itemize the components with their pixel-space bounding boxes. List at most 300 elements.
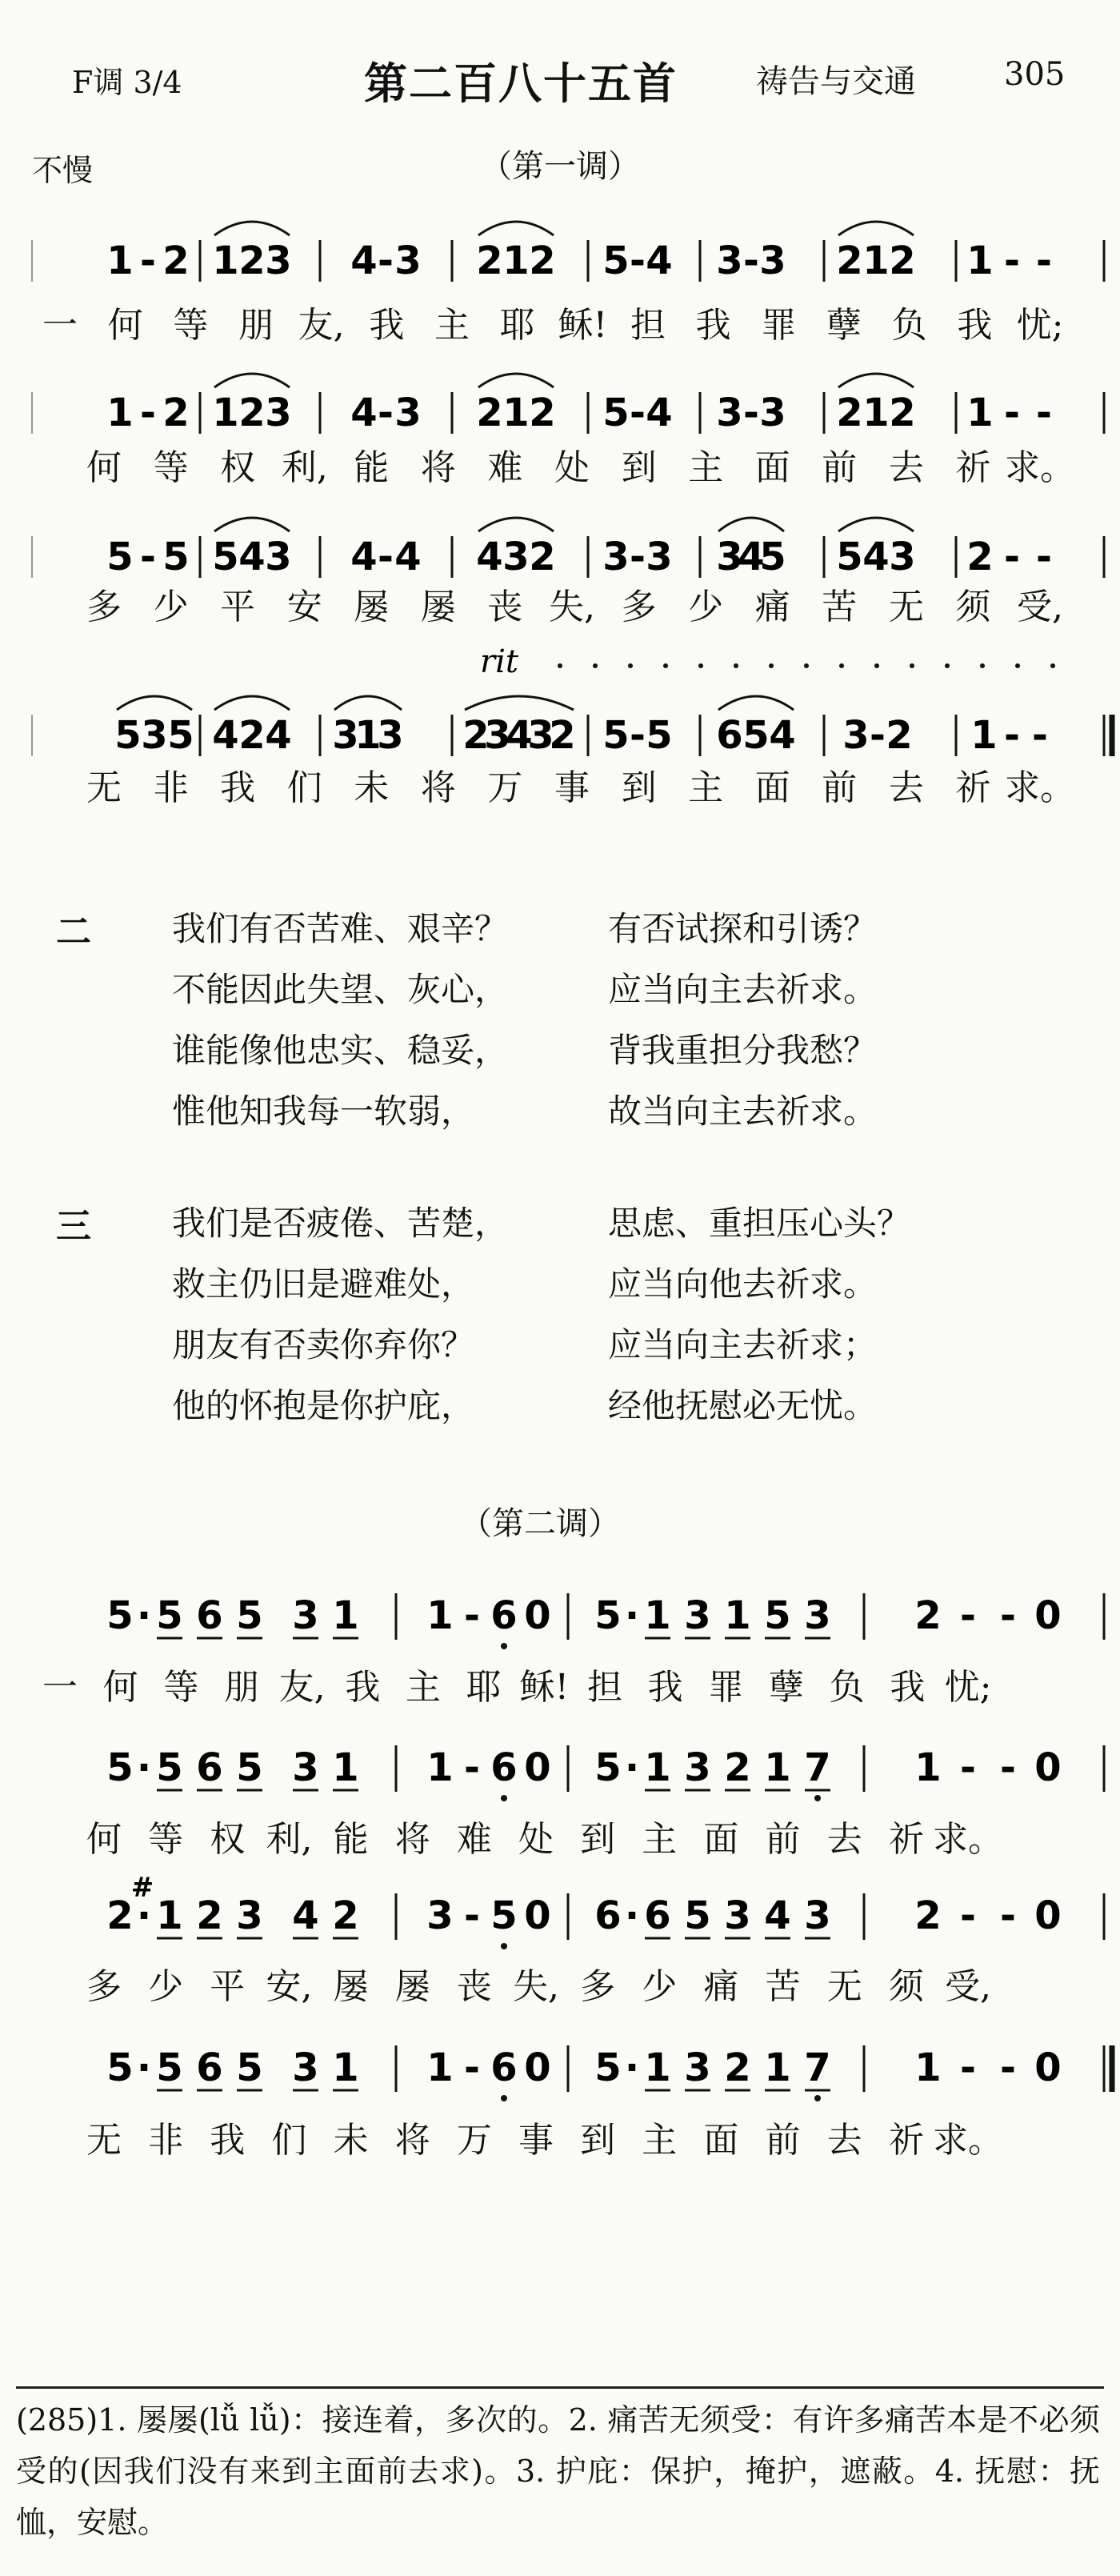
note: 5: [646, 713, 673, 758]
lyric-syllable: 我: [210, 2120, 246, 2161]
lyric-syllable: 未: [354, 767, 390, 808]
verse-line-left: 他的怀抱是你护庇，: [172, 1386, 475, 1425]
note: 3: [759, 238, 786, 283]
verse-line-left: 谁能像他忠实、稳妥，: [172, 1031, 509, 1070]
lyric-syllable: 万: [456, 2120, 492, 2161]
slur: [718, 518, 784, 531]
lyric-syllable: 罪: [708, 1667, 744, 1708]
lyric-syllable: 祈: [955, 447, 991, 488]
note: 6: [196, 2045, 223, 2090]
note: 2: [529, 535, 556, 579]
note: 2: [238, 713, 266, 758]
rit-dot: [839, 663, 844, 668]
lyric-syllable: 求。: [1005, 767, 1075, 808]
lyric-syllable: 我: [345, 1667, 381, 1708]
lyric-syllable: 到: [580, 2120, 616, 2161]
tune1-label: （第一调）: [480, 148, 640, 185]
footnote: (285)1. 屡屡(lǚ lǚ)：接连着，多次的。2. 痛苦无须受：有许多痛苦本是不必须受的(因我们没有来到主面前去求)。3. 护庇：保护，掩护，遮蔽。4. 抚慰：抚恤，安慰。: [16, 2402, 1100, 2540]
note: 1: [724, 1593, 751, 1638]
lyric-syllable: 主: [434, 305, 470, 346]
note: 3: [889, 535, 916, 579]
note: 5: [167, 713, 194, 758]
lyric-syllable: 前: [765, 2120, 801, 2161]
augmentation-dot: ·: [624, 1593, 640, 1638]
note: 2: [966, 535, 994, 579]
lyric-syllable: 安,: [266, 1966, 313, 2007]
note: 1: [914, 2045, 942, 2090]
lyric-syllable: 忧;: [1016, 305, 1064, 346]
octave-dot: [501, 1943, 507, 1949]
rit-dot: [558, 663, 562, 668]
dash: -: [870, 713, 886, 758]
lyric-syllable: 将: [420, 447, 456, 488]
lyric-syllable: 何: [102, 1667, 138, 1708]
dash: -: [464, 2045, 480, 2090]
dash: -: [960, 2045, 976, 2090]
note: 6: [716, 713, 743, 758]
tune2-system-2-lyrics: [0, 1810, 1120, 1858]
note: 6: [490, 2045, 518, 2090]
note: 5: [236, 1745, 263, 1790]
note: 1: [426, 1593, 454, 1638]
note: 4: [350, 535, 378, 579]
lyric-syllable: 前: [822, 447, 858, 488]
note: 1: [354, 713, 382, 758]
augmentation-dot: ·: [136, 2045, 152, 2090]
note: 4: [350, 238, 378, 283]
note: 5: [156, 2045, 183, 2090]
note: 1: [644, 1745, 671, 1790]
dash: -: [743, 238, 759, 283]
tune1-system-3-lyrics: [0, 578, 1120, 626]
note: 5: [836, 535, 863, 579]
note: 5: [156, 1745, 183, 1790]
note: 2: [332, 1893, 359, 1938]
note: 3: [265, 535, 292, 579]
note: 4: [212, 713, 239, 758]
tune2-system-3-lyrics: [0, 1957, 1120, 2005]
lyric-syllable: 们: [271, 2120, 307, 2161]
lyric-syllable: 前: [822, 767, 858, 808]
lyric-syllable: 一: [42, 305, 78, 346]
note: 6: [490, 1745, 518, 1790]
lyric-syllable: 求。: [933, 1819, 1003, 1860]
augmentation-dot: ·: [136, 1593, 152, 1638]
note: 3: [602, 535, 630, 579]
rit-dot: [698, 663, 703, 668]
note: 2: [162, 391, 190, 435]
note: 3: [292, 2045, 319, 2090]
note: 6: [490, 1593, 518, 1638]
lyric-syllable: 祈: [888, 2120, 924, 2161]
lyric-syllable: 非: [148, 2120, 184, 2161]
lyric-syllable: 将: [394, 1819, 430, 1860]
note: 4: [506, 713, 533, 758]
dash: -: [743, 391, 759, 435]
lyric-syllable: 无: [86, 2120, 122, 2161]
lyric-syllable: 利,: [266, 1819, 313, 1860]
note: 3: [502, 535, 530, 579]
verse-line-right: 故当向主去祈求。: [608, 1092, 878, 1131]
rit-dot: [1050, 663, 1055, 668]
verse-line-right: 应当向主去祈求。: [608, 970, 878, 1009]
dash: -: [140, 391, 156, 435]
note: 2: [529, 238, 556, 283]
lyric-syllable: 少: [642, 1966, 678, 2007]
note: 5: [106, 1593, 134, 1638]
lyric-syllable: 痛: [754, 587, 790, 627]
tune1-system-4-notation: [0, 640, 1120, 776]
lyric-syllable: 朋: [224, 1667, 259, 1708]
lyric-syllable: 主: [406, 1667, 441, 1708]
note: 5: [602, 713, 630, 758]
note: 5: [212, 535, 239, 579]
note: 2: [162, 238, 190, 283]
lyric-syllable: 等: [153, 447, 189, 488]
note: 5: [236, 1593, 263, 1638]
augmentation-dot: ·: [624, 2045, 640, 2090]
note: 3: [265, 391, 292, 435]
augmentation-dot: ·: [624, 1745, 640, 1790]
slur: [214, 374, 290, 387]
lyric-syllable: 求。: [933, 2120, 1003, 2161]
note: 5: [114, 713, 142, 758]
slur: [478, 518, 554, 531]
note: 7: [804, 2045, 831, 2090]
note: 1: [764, 2045, 791, 2090]
slur: [214, 222, 290, 235]
note: 1: [426, 2045, 454, 2090]
dash: -: [140, 238, 156, 283]
lyric-syllable: 能: [354, 447, 390, 488]
note: 1: [966, 391, 994, 435]
verse-line-left: 惟他知我每一软弱，: [172, 1092, 475, 1131]
note: 3: [716, 535, 743, 579]
note: 5: [236, 2045, 263, 2090]
verse-line-right: 背我重担分我愁？: [608, 1031, 878, 1070]
lyric-syllable: 非: [153, 767, 189, 808]
slur: [478, 222, 554, 235]
note: 5: [106, 535, 134, 579]
lyric-syllable: 面: [754, 447, 790, 488]
dash: -: [630, 713, 646, 758]
lyric-syllable: 等: [173, 305, 209, 346]
lyric-syllable: 权: [210, 1819, 246, 1860]
key-signature: F调 3/4: [72, 65, 182, 100]
lyric-syllable: 担: [587, 1667, 622, 1708]
note: 5: [490, 1893, 518, 1938]
lyric-syllable: 受,: [1017, 587, 1063, 627]
dash: -: [1032, 713, 1048, 758]
note: 5: [602, 238, 630, 283]
note: 3: [684, 1593, 711, 1638]
note: 6: [594, 1893, 622, 1938]
lyric-syllable: 祈: [955, 767, 991, 808]
note: 3: [684, 2045, 711, 2090]
lyric-syllable: 少: [688, 587, 724, 627]
lyric-syllable: 多: [86, 1966, 122, 2007]
lyric-syllable: 无: [86, 767, 122, 808]
verse-number: 三: [56, 1206, 91, 1247]
verse-line-right: 应当向主去祈求；: [608, 1325, 878, 1364]
rit-dot: [593, 663, 598, 668]
lyric-syllable: 友,: [298, 305, 345, 346]
lyric-syllable: 耶: [466, 1667, 502, 1708]
lyric-syllable: 丧: [487, 587, 523, 627]
note: 5: [594, 1593, 622, 1638]
dash: -: [378, 238, 394, 283]
lyric-syllable: 将: [420, 767, 456, 808]
lyric-syllable: 屡: [394, 1966, 430, 2007]
note: 4: [265, 713, 292, 758]
octave-dot: [814, 2095, 821, 2101]
lyric-syllable: 多: [580, 1966, 616, 2007]
lyric-syllable: 去: [826, 1819, 862, 1860]
note: 3: [426, 1893, 454, 1938]
lyric-syllable: 须: [955, 587, 991, 627]
lyric-syllable: 处: [518, 1819, 554, 1860]
note: 1: [212, 391, 239, 435]
lyric-syllable: 主: [642, 2120, 678, 2161]
sharp-sign: #: [130, 1872, 154, 1904]
note: 2: [836, 391, 863, 435]
lyric-syllable: 主: [642, 1819, 678, 1860]
dash: -: [1000, 1745, 1016, 1790]
note: 1: [966, 238, 994, 283]
slur: [214, 518, 290, 531]
note: 0: [1034, 2045, 1062, 2090]
lyric-syllable: 我: [695, 305, 731, 346]
rit-dot: [663, 663, 668, 668]
note: 2: [196, 1893, 223, 1938]
lyric-syllable: 到: [621, 447, 657, 488]
dash: -: [960, 1745, 976, 1790]
note: 5: [594, 1745, 622, 1790]
note: 5: [106, 1745, 134, 1790]
note: 3: [292, 1593, 319, 1638]
note: 3: [646, 535, 673, 579]
note: 2: [476, 391, 503, 435]
verse-3: [0, 1197, 1120, 1437]
verse-line-left: 我们是否疲倦、苦楚，: [172, 1204, 509, 1243]
note: 6: [196, 1745, 223, 1790]
note: 0: [524, 2045, 551, 2090]
note: 4: [394, 535, 422, 579]
note: 3: [684, 1745, 711, 1790]
lyric-syllable: 多: [86, 587, 122, 627]
lyric-syllable: 失,: [549, 587, 595, 627]
note: 3: [716, 391, 743, 435]
note: 1: [106, 238, 134, 283]
note: 2: [889, 238, 916, 283]
lyric-syllable: 苦: [765, 1966, 801, 2007]
note: 3: [141, 713, 168, 758]
note: 5: [742, 713, 770, 758]
lyric-syllable: 安: [286, 587, 322, 627]
dash: -: [464, 1745, 480, 1790]
note: 2: [836, 238, 863, 283]
note: 1: [502, 238, 530, 283]
rit-dot: [734, 663, 738, 668]
lyric-syllable: 未: [333, 2120, 369, 2161]
note: 3: [484, 713, 511, 758]
lyric-syllable: 面: [703, 1819, 739, 1860]
rit-dot: [1015, 663, 1020, 668]
dash: -: [1000, 2045, 1016, 2090]
lyric-syllable: 何: [107, 305, 143, 346]
tune1-system-4-lyrics: [0, 759, 1120, 807]
verse-line-right: 有否试探和引诱？: [608, 909, 878, 948]
note: 2: [462, 713, 490, 758]
note: 3: [292, 1745, 319, 1790]
verse-line-right: 应当向他去祈求。: [608, 1264, 878, 1304]
lyric-syllable: 将: [394, 2120, 430, 2161]
note: 2: [238, 391, 266, 435]
note: 6: [196, 1593, 223, 1638]
lyric-syllable: 痛: [703, 1966, 739, 2007]
note: 5: [764, 1593, 791, 1638]
note: 2: [886, 713, 913, 758]
note: 1: [862, 238, 890, 283]
slur: [214, 696, 290, 710]
slur: [838, 518, 914, 531]
note: 3: [332, 713, 359, 758]
lyric-syllable: 何: [86, 447, 122, 488]
verse-2: [0, 903, 1120, 1143]
note: 1: [106, 391, 134, 435]
note: 2: [889, 391, 916, 435]
slur: [838, 374, 914, 387]
note: 3: [527, 713, 554, 758]
lyric-syllable: 能: [333, 1819, 369, 1860]
lyric-syllable: 少: [148, 1966, 184, 2007]
rit-dot: [804, 663, 809, 668]
note: 1: [914, 1745, 942, 1790]
lyric-syllable: 耶: [499, 305, 535, 346]
note: 6: [644, 1893, 671, 1938]
note: 1: [764, 1745, 791, 1790]
verse-line-right: 经他抚慰必无忧。: [608, 1386, 878, 1425]
lyric-syllable: 事: [554, 767, 590, 808]
augmentation-dot: ·: [136, 1893, 152, 1938]
dash: -: [1036, 391, 1052, 435]
tune2-system-4-lyrics: [0, 2111, 1120, 2159]
note: 5: [156, 1593, 183, 1638]
rit-marking: rit: [480, 643, 518, 680]
note: 1: [970, 713, 998, 758]
lyric-syllable: 等: [148, 1819, 184, 1860]
dash: -: [630, 535, 646, 579]
lyric-syllable: 我: [647, 1667, 683, 1708]
lyric-syllable: 负: [829, 1667, 865, 1708]
lyric-syllable: 失,: [513, 1966, 559, 2007]
note: 1: [332, 1745, 359, 1790]
note: 2: [106, 1893, 134, 1938]
slur: [334, 696, 402, 710]
lyric-syllable: 事: [518, 2120, 554, 2161]
lyric-syllable: 我: [369, 305, 405, 346]
note: 5: [106, 2045, 134, 2090]
lyric-syllable: 到: [580, 1819, 616, 1860]
lyric-syllable: 们: [286, 767, 322, 808]
note: 3: [394, 391, 422, 435]
lyric-syllable: 主: [688, 767, 724, 808]
dash: -: [630, 391, 646, 435]
lyric-syllable: 稣!: [558, 305, 608, 346]
tempo-marking: 不慢: [32, 153, 94, 188]
lyric-syllable: 难: [456, 1819, 492, 1860]
lyric-syllable: 祈: [888, 1819, 924, 1860]
lyric-syllable: 少: [153, 587, 189, 627]
note: 5: [162, 535, 190, 579]
note: 1: [644, 2045, 671, 2090]
note: 5: [759, 535, 786, 579]
note: 2: [238, 238, 266, 283]
note: 1: [156, 1893, 183, 1938]
lyric-syllable: 罪: [761, 305, 797, 346]
lyric-syllable: 忧;: [944, 1667, 992, 1708]
note: 4: [738, 535, 765, 579]
dash: -: [464, 1593, 480, 1638]
note: 2: [724, 2045, 751, 2090]
lyric-syllable: 屡: [333, 1966, 369, 2007]
slur: [478, 374, 554, 387]
note: 4: [764, 1893, 791, 1938]
dash: -: [1004, 713, 1020, 758]
note: 1: [644, 1593, 671, 1638]
lyric-syllable: 到: [621, 767, 657, 808]
dash: -: [630, 238, 646, 283]
rit-dot: [874, 663, 879, 668]
lyric-syllable: 孽: [769, 1667, 804, 1708]
lyric-syllable: 万: [487, 767, 523, 808]
lyric-syllable: 何: [86, 1819, 122, 1860]
note: 0: [524, 1593, 551, 1638]
lyric-syllable: 前: [765, 1819, 801, 1860]
footnote-divider: [16, 2386, 1104, 2389]
tune1-system-2-lyrics: [0, 439, 1120, 487]
note: 1: [332, 2045, 359, 2090]
note: 7: [804, 1745, 831, 1790]
lyric-syllable: 孽: [826, 305, 862, 346]
dash: -: [1004, 535, 1020, 579]
verse-line-left: 救主仍旧是避难处，: [172, 1264, 475, 1304]
octave-dot: [814, 1795, 821, 1801]
dash: -: [1004, 391, 1020, 435]
slur: [117, 696, 192, 710]
lyric-syllable: 无: [826, 1966, 862, 2007]
dash: -: [378, 535, 394, 579]
lyric-syllable: 朋: [238, 305, 274, 346]
lyric-syllable: 处: [554, 447, 590, 488]
lyric-syllable: 面: [703, 2120, 739, 2161]
dash: -: [1004, 238, 1020, 283]
lyric-syllable: 屡: [420, 587, 456, 627]
note: 5: [684, 1893, 711, 1938]
note: 4: [350, 391, 378, 435]
note: 0: [1034, 1893, 1062, 1938]
lyric-syllable: 丧: [456, 1966, 492, 2007]
lyric-syllable: 须: [888, 1966, 924, 2007]
lyric-syllable: 我: [890, 1667, 926, 1708]
note: 4: [476, 535, 503, 579]
lyric-syllable: 等: [163, 1667, 199, 1708]
lyric-syllable: 去: [888, 447, 924, 488]
note: 2: [476, 238, 503, 283]
verse-number: 二: [56, 911, 91, 952]
note: 2: [914, 1593, 942, 1638]
rit-dot: [910, 663, 914, 668]
